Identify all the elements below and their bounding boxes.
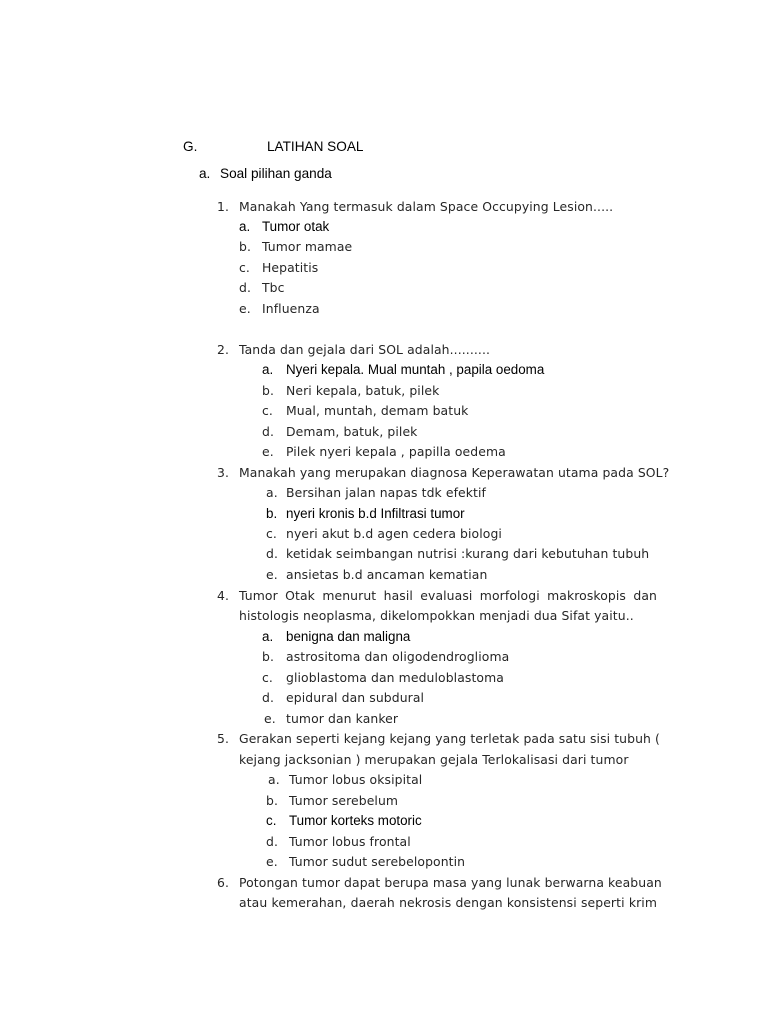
question-number: 4.	[217, 588, 230, 603]
question-number: 1.	[217, 199, 230, 214]
option-letter: a.	[262, 629, 274, 644]
question-text-line-2: atau kemerahan, daerah nekrosis dengan konsistensi seperti krim	[239, 895, 657, 910]
option-letter: d.	[239, 280, 252, 295]
question-number: 6.	[217, 875, 230, 890]
option-letter: c.	[239, 260, 250, 275]
option-letter: b.	[266, 793, 279, 808]
option-letter: a.	[268, 772, 280, 787]
option-text: astrositoma dan oligodendroglioma	[286, 649, 510, 664]
option-letter: b.	[262, 383, 275, 398]
question-number: 5.	[217, 731, 230, 746]
section-letter: G.	[183, 139, 198, 154]
option-text: glioblastoma dan meduloblastoma	[286, 670, 504, 685]
option-text: Tumor mamae	[262, 239, 353, 254]
option-letter: c.	[266, 813, 277, 828]
section-title: LATIHAN SOAL	[267, 139, 364, 154]
option-text-answer: benigna dan maligna	[286, 629, 411, 644]
option-letter: e.	[264, 711, 276, 726]
option-letter: b.	[262, 649, 275, 664]
option-letter: e.	[266, 854, 278, 869]
option-text: ketidak seimbangan nutrisi :kurang dari kebutuhan tubuh	[286, 546, 650, 561]
option-text-answer: Tumor otak	[262, 219, 330, 234]
option-text: Neri kepala, batuk, pilek	[286, 383, 440, 398]
option-letter: e.	[266, 567, 278, 582]
option-text: Pilek nyeri kepala , papilla oedema	[286, 444, 506, 459]
question-text-line-1: Tumor Otak menurut hasil evaluasi morfologi makroskopis dan	[239, 588, 657, 603]
question-text-line-1: Potongan tumor dapat berupa masa yang lunak berwarna keabuan	[239, 875, 662, 890]
subsection-letter: a.	[199, 166, 211, 181]
option-text-answer: Tumor korteks motoric	[289, 813, 422, 828]
option-letter: c.	[266, 526, 277, 541]
option-text-answer: nyeri kronis b.d Infiltrasi tumor	[286, 506, 465, 521]
option-text: Mual, muntah, demam batuk	[286, 403, 469, 418]
question-number: 3.	[217, 465, 230, 480]
option-text: Tumor lobus frontal	[289, 834, 411, 849]
option-text: Tumor lobus oksipital	[289, 772, 423, 787]
option-text: Hepatitis	[262, 260, 319, 275]
option-text: Bersihan jalan napas tdk efektif	[286, 485, 486, 500]
question-number: 2.	[217, 342, 230, 357]
option-text: Tbc	[262, 280, 285, 295]
question-text-line-1: Gerakan seperti kejang kejang yang terletak pada satu sisi tubuh (	[239, 731, 660, 746]
option-letter: e.	[262, 444, 274, 459]
option-letter: d.	[262, 424, 275, 439]
option-text: Tumor serebelum	[289, 793, 399, 808]
option-text: Tumor sudut serebelopontin	[289, 854, 466, 869]
question-text-line-2: kejang jacksonian ) merupakan gejala Terlokalisasi dari tumor	[239, 752, 629, 767]
subsection-title: Soal pilihan ganda	[220, 166, 332, 181]
option-text: epidural dan subdural	[286, 690, 425, 705]
option-letter: e.	[239, 301, 251, 316]
option-text: nyeri akut b.d agen cedera biologi	[286, 526, 502, 541]
option-letter: b.	[239, 239, 252, 254]
option-letter: b.	[266, 506, 278, 521]
question-text: Manakah Yang termasuk dalam Space Occupying Lesion.....	[239, 199, 614, 214]
question-text-line-2: histologis neoplasma, dikelompokkan menjadi dua Sifat yaitu..	[239, 608, 634, 623]
question-text: Manakah yang merupakan diagnosa Keperawatan utama pada SOL?	[239, 465, 670, 480]
option-text: Influenza	[262, 301, 320, 316]
option-letter: a.	[262, 362, 274, 377]
option-text: Demam, batuk, pilek	[286, 424, 418, 439]
option-letter: d.	[266, 834, 279, 849]
option-text-answer: Nyeri kepala. Mual muntah , papila oedoma	[286, 362, 545, 377]
question-text: Tanda dan gejala dari SOL adalah..........	[239, 342, 491, 357]
option-letter: d.	[262, 690, 275, 705]
option-letter: a.	[239, 219, 251, 234]
option-letter: d.	[266, 546, 279, 561]
option-text: ansietas b.d ancaman kematian	[286, 567, 488, 582]
option-text: tumor dan kanker	[286, 711, 399, 726]
option-letter: a.	[266, 485, 278, 500]
option-letter: c.	[262, 403, 273, 418]
option-letter: c.	[262, 670, 273, 685]
